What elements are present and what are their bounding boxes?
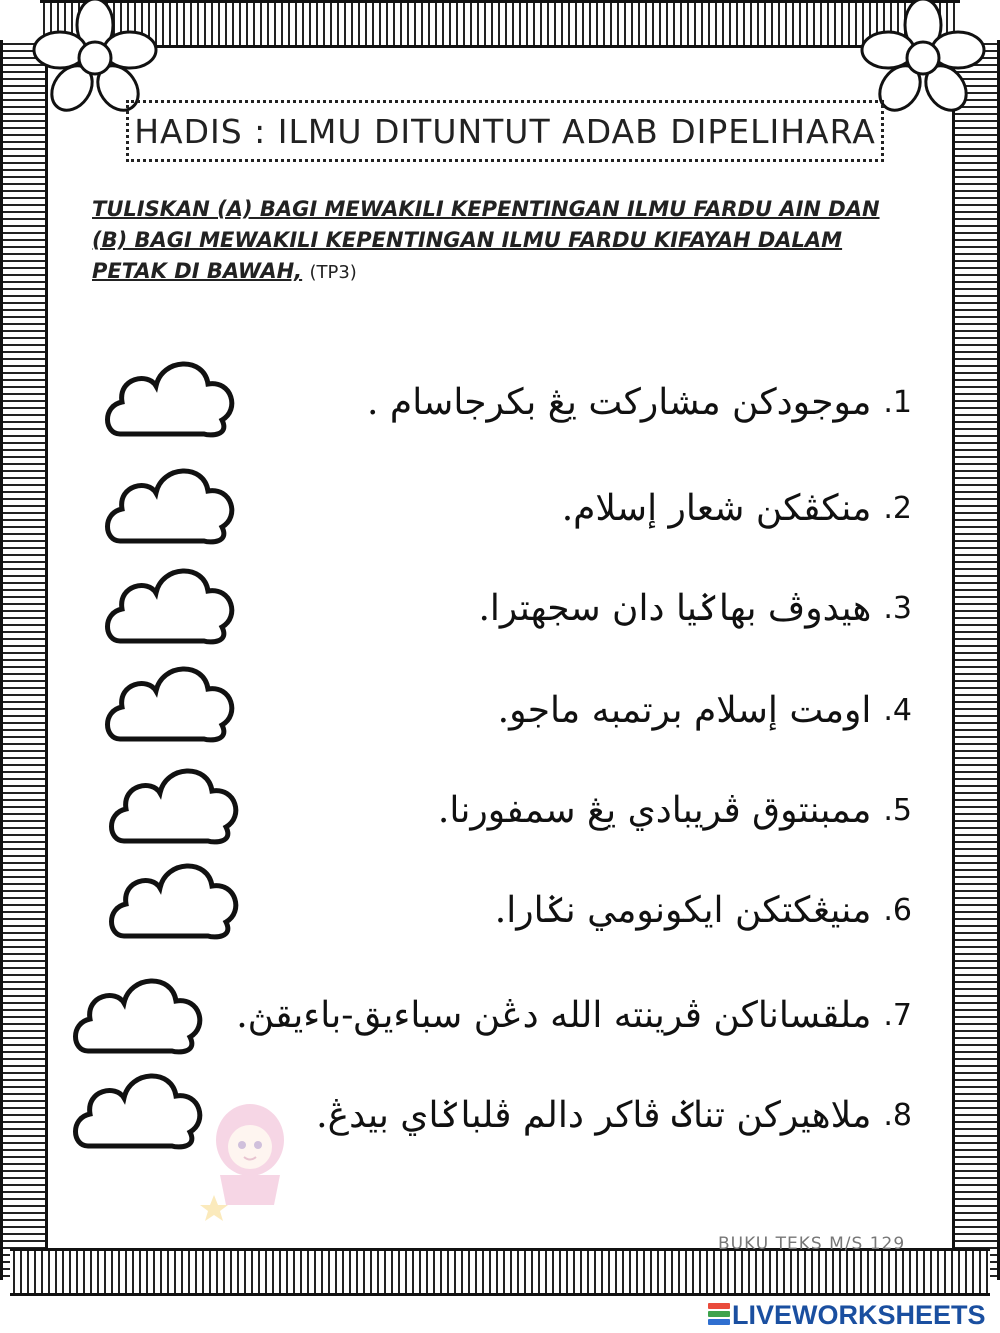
item-number: .8 [883,1097,912,1133]
item-number: .1 [883,384,912,420]
answer-cloud-5[interactable] [104,755,244,847]
list-item [316,1085,912,1145]
list-item [495,880,912,940]
item-number: .7 [883,997,912,1033]
item-text: ملاهيركن تناݢ ڤاكر دالم ڤلباݢاي بيدڠ. [316,1094,872,1136]
list-item [438,780,912,840]
flower-icon [858,0,988,115]
flower-icon [30,0,160,115]
item-number: .2 [883,490,912,526]
answer-cloud-8[interactable] [68,1060,208,1152]
item-text: هيدوڤ بهاݢيا دان سجهترا. [478,587,872,629]
answer-cloud-1[interactable] [100,348,240,440]
answer-cloud-7[interactable] [68,965,208,1057]
item-text: منيڠكتكن ايكونومي نݢارا. [494,889,872,931]
item-text: ملقساناكن ڤرينته الله دڠن سباءيق-باءيقڽ. [236,994,872,1036]
answer-cloud-6[interactable] [104,850,244,942]
border-left [0,40,48,1280]
answer-cloud-2[interactable] [100,455,240,547]
list-item [367,372,912,432]
worksheet-title: HADIS : ILMU DITUNTUT ADAB DIPELIHARA [126,100,884,162]
list-item [498,680,912,740]
border-bottom [10,1248,990,1296]
item-number: .5 [883,792,912,828]
liveworksheets-watermark[interactable] [708,1300,986,1330]
mascot-logo [200,1095,310,1255]
liveworksheets-logo-icon [708,1303,730,1327]
item-text: موجودكن مشاركت يڠ بكرجاسام . [367,381,872,423]
list-item [478,578,912,638]
instruction-line-2: (B) BAGI MEWAKILI KEPENTINGAN ILMU FARDU KIFAYAH DALAM [92,228,843,252]
item-text: منكڤكن شعار إسلام. [561,487,872,529]
watermark-text: LIVEWORKSHEETS [732,1299,986,1330]
instruction-line-1: TULISKAN (A) BAGI MEWAKILI KEPENTINGAN ILMU FARDU AIN DAN [92,197,880,221]
item-number: .4 [883,692,912,728]
item-text: اومت إسلام برتمبه ماجو. [497,689,872,731]
instruction-text [92,194,892,288]
border-top [40,0,960,48]
list-item [562,478,912,538]
list-item [236,985,912,1045]
answer-cloud-3[interactable] [100,555,240,647]
answer-cloud-4[interactable] [100,653,240,745]
textbook-reference: BUKU TEKS M/S 129 [718,1234,906,1254]
instruction-line-3: PETAK DI BAWAH, [92,259,303,283]
border-right [952,40,1000,1280]
item-number: .6 [883,892,912,928]
item-number: .3 [883,590,912,626]
item-text: ممبنتوق ڤريبادي يڠ سمفورنا. [437,789,872,831]
level-label: (TP3) [309,262,357,283]
